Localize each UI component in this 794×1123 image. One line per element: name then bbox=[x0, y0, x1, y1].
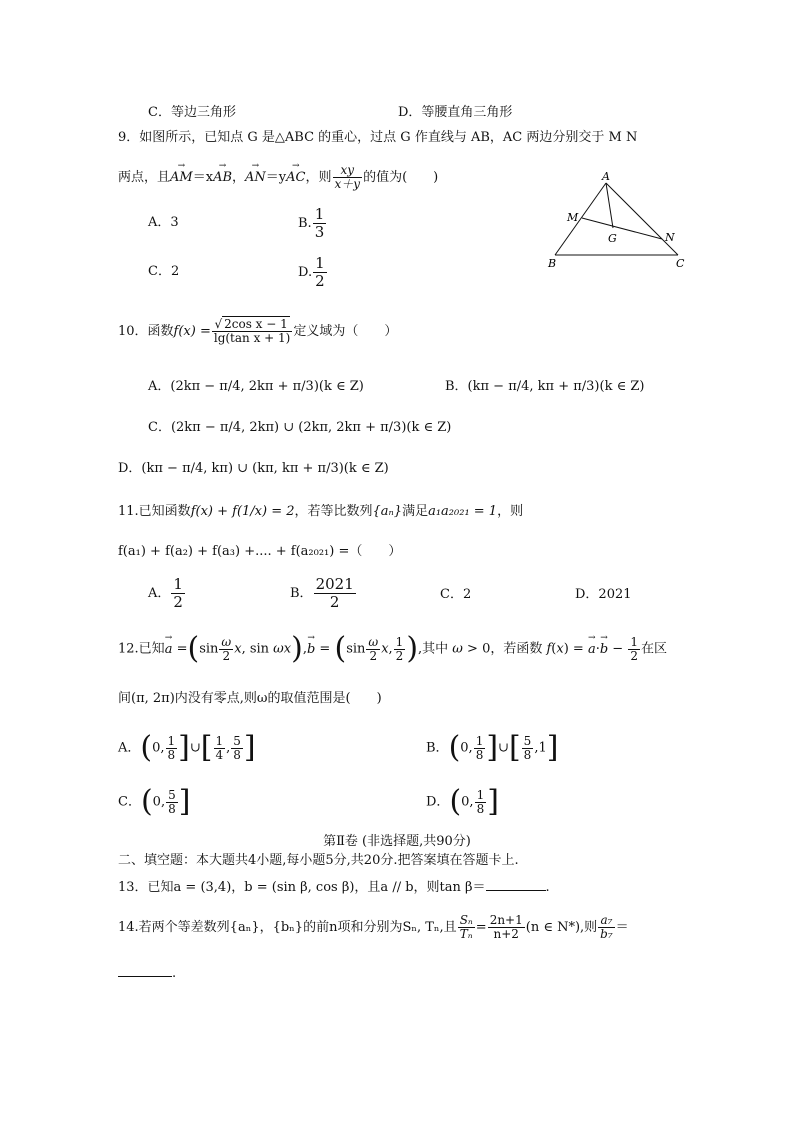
q11-option-a: A． $\frac{1}{2}$ bbox=[148, 575, 183, 611]
q8-option-c: C．等边三角形 bbox=[148, 105, 236, 120]
q8-option-d: D．等腰直角三角形 bbox=[398, 105, 513, 120]
q10-option-c: C．(2kπ − π/4, 2kπ) ∪ (2kπ, 2kπ + π/3)(k ∈ Z) bbox=[148, 420, 452, 435]
median-ag bbox=[606, 183, 613, 228]
section-2-description: 二、填空题：本大题共4小题,每小题5分,共20分.把答案填在答题卡上. bbox=[118, 853, 519, 868]
q10-stem: 10．函数f(x) = $\frac{\text{√ 2cos x − 1}}{\text{lg(tan x + 1)}}$ 定义域为（ ） bbox=[118, 317, 398, 345]
q14-answer-line: . bbox=[118, 964, 176, 980]
q9-option-b: B. $\frac{1}{3}$ bbox=[298, 205, 325, 241]
q12-option-a: A．(0, $\frac{1}{8}$ ]∪[ $\frac{1}{4}$ , $\frac{5}{8}$ ] bbox=[118, 730, 256, 765]
line-mn bbox=[582, 218, 662, 239]
side-ac bbox=[606, 183, 678, 255]
q10-option-b: B．(kπ − π/4, kπ + π/3)(k ∈ Z) bbox=[445, 379, 645, 394]
vector-ab: → AB bbox=[213, 171, 232, 184]
q11-option-b: B． $\frac{2021}{2}$ bbox=[290, 575, 354, 611]
vector-am: → AM bbox=[170, 171, 193, 184]
vector-ac: → AC bbox=[286, 171, 305, 184]
q14-stem-line1: 14.若两个等差数列{aₙ}，{bₙ}的前n项和分别为Sₙ, Tₙ,且 $\frac{\text{Sₙ}}{\text{Tₙ}}$ = $\frac{2n+1}{n+2}$ (n ∈ N*),则 $\frac{\text{a₇}}{\text{b₇}}$ ＝ bbox=[118, 913, 629, 941]
q12-option-b: B．(0, $\frac{1}{8}$ ]∪[ $\frac{5}{8}$ ,1] bbox=[426, 730, 559, 765]
vector-an: → AN bbox=[245, 171, 266, 184]
q9-option-a: A．3 bbox=[148, 215, 179, 230]
q9-option-c: C．2 bbox=[148, 264, 180, 279]
q13-answer-blank[interactable] bbox=[486, 878, 546, 891]
q12-stem-line2: 间(π, 2π)内没有零点,则ω的取值范围是( ) bbox=[118, 691, 382, 706]
q11-option-d: D．2021 bbox=[575, 587, 632, 602]
q11-stem-line2: f(a₁) + f(a₂) + f(a₃) +.... + f(a₂₀₂₁) =（ ） bbox=[118, 544, 402, 559]
section-2-title: 第Ⅱ卷 (非选择题,共90分) bbox=[323, 834, 471, 849]
q11-option-c: C．2 bbox=[440, 587, 472, 602]
q12-stem-line1: 12.已知→ a =(sin $\frac{\omega}{2}$ x, sin ωx),→ b = (sin $\frac{\omega}{2}$ x, $\frac{1}{2}$ ),其中 ω > 0，若函数 f(x) = → a·→ b − $\frac{1}{2}$ 在区 bbox=[118, 634, 667, 664]
q12-option-d: D．(0, $\frac{1}{8}$ ] bbox=[426, 784, 499, 819]
q9-fraction: $\frac{xy}{x+y}$ bbox=[334, 163, 361, 191]
label-a: A bbox=[602, 170, 610, 183]
triangle-figure bbox=[540, 168, 690, 272]
side-ab bbox=[555, 183, 606, 255]
q11-stem-line1: 11.已知函数f(x) + f(1/x) = 2，若等比数列{aₙ}满足a₁a₂₀₂₁ = 1，则 bbox=[118, 504, 524, 519]
label-b: B bbox=[548, 257, 557, 270]
q10-option-a: A．(2kπ − π/4, 2kπ + π/3)(k ∈ Z) bbox=[148, 379, 364, 394]
label-c: C bbox=[676, 257, 685, 270]
q12-option-c: C．(0, $\frac{5}{8}$ ] bbox=[118, 784, 191, 819]
label-m: M bbox=[567, 211, 579, 224]
q9-stem-line1: 9．如图所示，已知点 G 是△ABC 的重心，过点 G 作直线与 AB，AC 两边分别交于 M N bbox=[118, 130, 638, 145]
q10-option-d: D．(kπ − π/4, kπ) ∪ (kπ, kπ + π/3)(k ∈ Z) bbox=[118, 461, 389, 476]
q14-answer-blank[interactable] bbox=[118, 964, 172, 977]
label-n: N bbox=[665, 231, 675, 244]
label-g: G bbox=[608, 232, 617, 245]
q9-option-d: D. $\frac{1}{2}$ bbox=[298, 254, 325, 290]
q9-stem-line2: 两点，且→ AM＝x→ AB，→ AN＝y→ AC，则 $\frac{xy}{x+y}$ 的值为( ) bbox=[118, 164, 438, 191]
q13-stem: 13．已知a = (3,4)，b = (sin β, cos β)，且a // b，则tan β＝ . bbox=[118, 880, 550, 895]
